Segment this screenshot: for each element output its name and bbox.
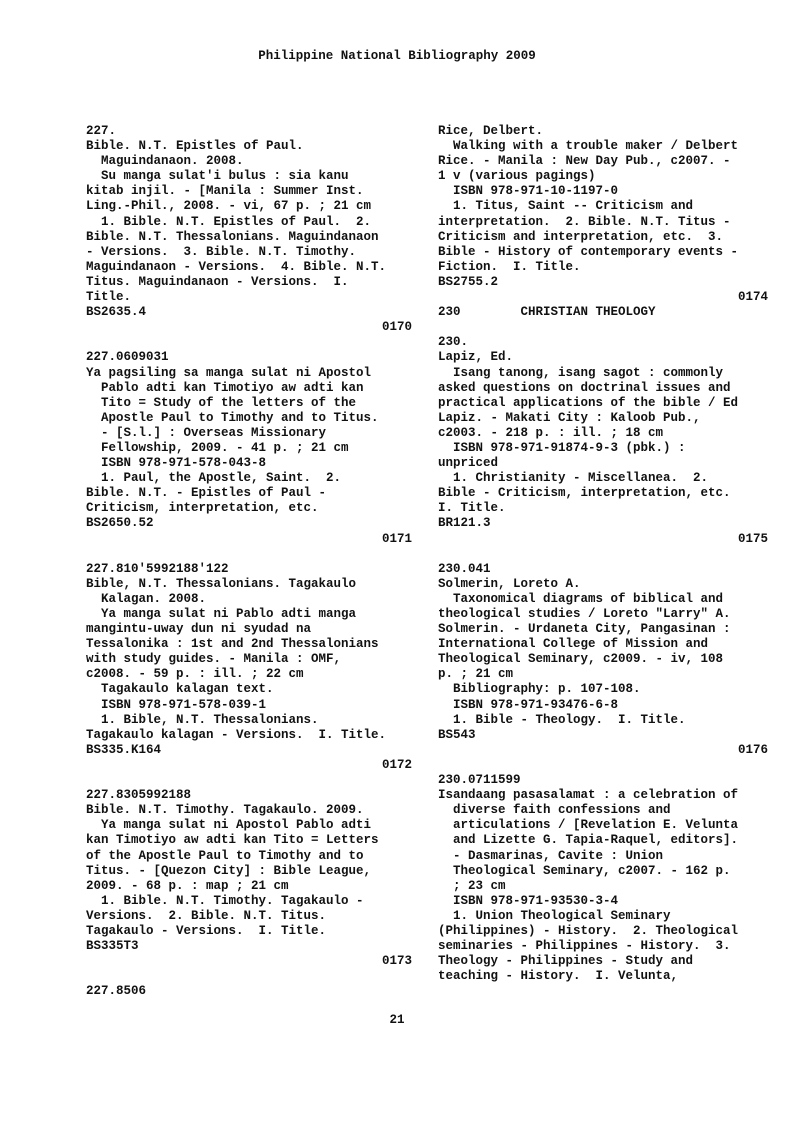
entry-line: Bible. N.T. Thessalonians. Maguindanaon — [86, 229, 379, 244]
bibliographic-entry — [86, 350, 412, 546]
entry-line: Bible. N.T. - Epistles of Paul - — [86, 486, 327, 501]
entry-line: kan Timotiyo aw adti kan Tito = Letters — [86, 833, 379, 848]
entry-line: unpriced — [438, 456, 499, 471]
entry-line: Bible - History of contemporary events - — [438, 244, 739, 259]
bibliographic-entry — [86, 562, 412, 773]
bibliographic-entry — [86, 124, 412, 335]
entry-line: ISBN 978-971-578-039-1 — [86, 697, 267, 712]
entry-heading: 230 CHRISTIAN THEOLOGY — [438, 305, 656, 320]
entry-line: 1. Christianity - Miscellanea. 2. — [438, 471, 709, 486]
entry-line: seminaries - Philippines - History. 3. — [438, 939, 731, 954]
entry-line: asked questions on doctrinal issues and — [438, 380, 731, 395]
entry-line: ISBN 978-971-10-1197-0 — [438, 184, 619, 199]
entry-line: 1. Bible. N.T. Timothy. Tagakaulo - — [86, 893, 364, 908]
right-column — [438, 124, 768, 984]
entry-heading: 227.8305992188 — [86, 788, 192, 803]
entry-line: Solmerin, Loreto A. — [438, 576, 581, 591]
entry-line: Bible. N.T. Epistles of Paul. — [86, 139, 304, 154]
entry-line: 1. Paul, the Apostle, Saint. 2. — [86, 471, 342, 486]
entry-line: BS2635.4 — [86, 305, 147, 320]
entry-line: Bible - Criticism, interpretation, etc. — [438, 486, 731, 501]
entry-line: Kalagan. 2008. — [86, 591, 207, 606]
entry-spacer — [86, 969, 412, 984]
page-number: 21 — [389, 1013, 405, 1027]
entry-line: Titus. - [Quezon City] : Bible League, — [86, 863, 372, 878]
entry-line: Taxonomical diagrams of biblical and — [438, 591, 724, 606]
bibliographic-entry — [438, 562, 768, 758]
entry-line: Criticism, interpretation, etc. — [86, 501, 319, 516]
entry-line: BR121.3 — [438, 516, 491, 531]
entry-line: Rice. - Manila : New Day Pub., c2007. - — [438, 154, 731, 169]
entry-line: Theological Seminary, c2009. - iv, 108 — [438, 652, 724, 667]
entry-spacer — [438, 320, 768, 335]
entry-line: kitab injil. - [Manila : Summer Inst. — [86, 184, 364, 199]
entry-line: 1. Bible. N.T. Epistles of Paul. 2. — [86, 214, 372, 229]
entry-line: International College of Mission and — [438, 637, 709, 652]
entry-line: BS2755.2 — [438, 274, 499, 289]
entry-line: and Lizette G. Tapia-Raquel, editors]. — [438, 833, 739, 848]
entry-line: BS335T3 — [86, 939, 139, 954]
left-column — [86, 124, 412, 999]
entry-line: Theological Seminary, c2007. - 162 p. — [438, 863, 731, 878]
entry-line: Criticism and interpretation, etc. 3. — [438, 229, 724, 244]
entry-line: ISBN 978-971-93530-3-4 — [438, 893, 619, 908]
entry-line: p. ; 21 cm — [438, 667, 514, 682]
entry-line: Bible, N.T. Thessalonians. Tagakaulo — [86, 576, 357, 591]
entry-line: Solmerin. - Urdaneta City, Pangasinan : — [438, 622, 731, 637]
entry-heading: 227. — [86, 124, 117, 138]
entry-number: 0171 — [381, 531, 412, 546]
entry-number: 0172 — [381, 757, 412, 772]
entry-line: Tagakaulo - Versions. I. Title. — [86, 923, 327, 938]
entry-line: Title. — [86, 290, 132, 305]
entry-line: Tessalonika : 1st and 2nd Thessalonians — [86, 637, 379, 652]
entry-line: of the Apostle Paul to Timothy and to — [86, 848, 364, 863]
entry-number: 0175 — [737, 531, 768, 546]
entry-line: 1 v (various pagings) — [438, 169, 596, 184]
entry-line: Fiction. I. Title. — [438, 259, 581, 274]
entry-line: Lapiz, Ed. — [438, 350, 514, 365]
entry-heading: 230. — [438, 335, 469, 350]
entry-line: Tito = Study of the letters of the — [86, 395, 357, 410]
entry-line: diverse faith confessions and — [438, 803, 671, 818]
entry-number: 0170 — [381, 320, 412, 335]
entry-line: Maguindanaon - Versions. 4. Bible. N.T. — [86, 259, 387, 274]
bibliographic-entry — [438, 335, 768, 546]
entry-heading: 230.0711599 — [438, 773, 521, 788]
entry-number: 0173 — [381, 954, 412, 969]
entry-line: Isandaang pasasalamat : a celebration of — [438, 788, 739, 803]
entry-line: 1. Bible - Theology. I. Title. — [438, 712, 686, 727]
entry-line: Bible. N.T. Timothy. Tagakaulo. 2009. — [86, 803, 364, 818]
entry-line: Tagakaulo kalagan - Versions. I. Title. — [86, 727, 387, 742]
entry-line: Lapiz. - Makati City : Kaloob Pub., — [438, 410, 701, 425]
entry-line: Versions. 2. Bible. N.T. Titus. — [86, 908, 327, 923]
entry-line: Fellowship, 2009. - 41 p. ; 21 cm — [86, 440, 349, 455]
entry-number: 0174 — [737, 290, 768, 305]
entry-line: Tagakaulo kalagan text. — [86, 682, 274, 697]
entry-line: Maguindanaon. 2008. — [86, 154, 244, 169]
entry-line: - [S.l.] : Overseas Missionary — [86, 425, 327, 440]
entry-line: ISBN 978-971-578-043-8 — [86, 456, 267, 471]
entry-line: teaching - History. I. Velunta, — [438, 969, 679, 984]
entry-line: Pablo adti kan Timotiyo aw adti kan — [86, 380, 364, 395]
entry-line: (Philippines) - History. 2. Theological — [438, 923, 739, 938]
entry-line: Ya manga sulat ni Pablo adti manga — [86, 607, 357, 621]
entry-line: Theology - Philippines - Study and — [438, 954, 694, 969]
entry-line: Isang tanong, isang sagot : commonly — [438, 365, 724, 380]
entry-line: - Dasmarinas, Cavite : Union — [438, 848, 664, 863]
entry-line: c2003. - 218 p. : ill. ; 18 cm — [438, 425, 664, 440]
entry-spacer — [438, 547, 768, 562]
bibliographic-entry — [86, 788, 412, 969]
entry-line: mangintu-uway dun ni syudad na — [86, 622, 312, 637]
entry-heading: 227.810'5992188'122 — [86, 561, 229, 576]
entry-spacer — [86, 547, 412, 562]
entry-heading: 227.8506 — [86, 984, 147, 999]
entry-line: Ya manga sulat ni Apostol Pablo adti — [86, 818, 372, 833]
entry-heading: 230.041 — [438, 561, 491, 576]
entry-line: Apostle Paul to Timothy and to Titus. — [86, 410, 379, 425]
entry-line: ISBN 978-971-93476-6-8 — [438, 697, 619, 712]
entry-heading: Rice, Delbert. — [438, 124, 544, 138]
entry-line: - Versions. 3. Bible. N.T. Timothy. — [86, 244, 357, 259]
entry-spacer — [86, 773, 412, 788]
entry-spacer — [86, 335, 412, 350]
entry-line: I. Title. — [438, 501, 506, 516]
entry-line: with study guides. - Manila : OMF, — [86, 652, 342, 667]
entry-line: Bibliography: p. 107-108. — [438, 682, 641, 697]
entry-line: articulations / [Revelation E. Velunta — [438, 818, 739, 833]
entry-line: BS543 — [438, 727, 476, 742]
bibliographic-entry — [438, 305, 768, 320]
entry-line: 1. Bible, N.T. Thessalonians. — [86, 712, 319, 727]
entry-line: ISBN 978-971-91874-9-3 (pbk.) : — [438, 440, 686, 455]
bibliographic-entry — [86, 984, 412, 999]
entry-line: 2009. - 68 p. : map ; 21 cm — [86, 878, 289, 893]
entry-line: ; 23 cm — [438, 878, 506, 893]
entry-spacer — [438, 758, 768, 773]
bibliographic-entry — [438, 773, 768, 984]
entry-line: Ling.-Phil., 2008. - vi, 67 p. ; 21 cm — [86, 199, 372, 214]
entry-line: Titus. Maguindanaon - Versions. I. — [86, 274, 349, 289]
bibliographic-entry — [438, 124, 768, 305]
entry-line: Ya pagsiling sa manga sulat ni Apostol — [86, 365, 372, 380]
entry-heading: 227.0609031 — [86, 350, 169, 365]
page-header: Philippine National Bibliography 2009 — [258, 49, 536, 63]
entry-number: 0176 — [737, 742, 768, 757]
entry-line: Walking with a trouble maker / Delbert — [438, 139, 739, 154]
entry-line: Su manga sulat'i bulus : sia kanu — [86, 169, 349, 184]
entry-line: 1. Titus, Saint -- Criticism and — [438, 199, 694, 214]
entry-line: 1. Union Theological Seminary — [438, 908, 671, 923]
entry-line: BS2650.52 — [86, 516, 154, 531]
entry-line: c2008. - 59 p. : ill. ; 22 cm — [86, 667, 304, 682]
entry-line: BS335.K164 — [86, 742, 162, 757]
entry-line: interpretation. 2. Bible. N.T. Titus - — [438, 214, 731, 229]
entry-line: practical applications of the bible / Ed — [438, 395, 739, 410]
entry-line: theological studies / Loreto "Larry" A. — [438, 607, 731, 621]
